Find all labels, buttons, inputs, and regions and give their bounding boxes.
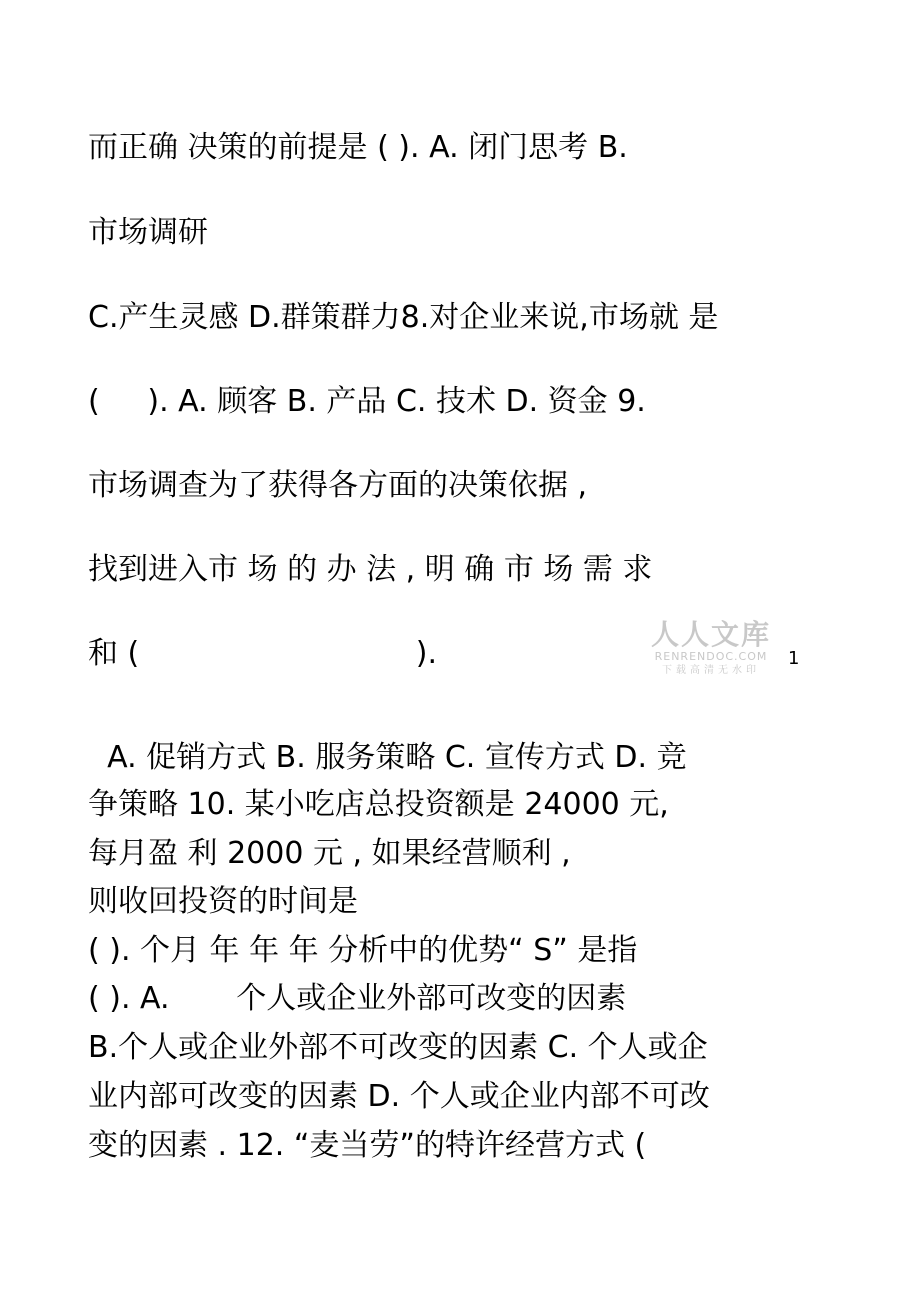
text-line: A. 促销方式 B. 服务策略 C. 宣传方式 D. 竞 [88,740,687,775]
text-line: 争策略 10. 某小吃店总投资额是 24000 元, [88,787,669,822]
watermark-title: 人人文库 [650,618,771,651]
text-line: ( ). A. 顾客 B. 产品 C. 技术 D. 资金 9. [88,384,646,419]
text-line: 和 ( ). [88,636,438,671]
text-line: B.个人或企业外部不可改变的因素 C. 个人或企 [88,1030,708,1065]
text-line: C.产生灵感 D.群策群力8.对企业来说,市场就 是 [88,300,719,335]
watermark-site: RENRENDOC.COM [654,650,768,663]
text-line: 市场调研 [88,215,208,250]
watermark-logo [646,620,776,678]
text-line: 市场调查为了获得各方面的决策依据 , [88,468,588,503]
watermark-tagline: 下载高清无水印 [662,665,760,676]
text-line: 则收回投资的时间是 [88,884,358,919]
text-line: 业内部可改变的因素 D. 个人或企业内部不可改 [88,1079,710,1114]
text-line: 变的因素 . 12. “麦当劳”的特许经营方式 ( [88,1128,647,1163]
page-number: 1 [788,648,800,669]
text-line: 每月盈 利 2000 元 , 如果经营顺利 , [88,836,571,871]
text-line: ( ). 个月 年 年 年 分析中的优势“ S” 是指 [88,933,638,968]
text-line: ( ). A. 个人或企业外部可改变的因素 [88,981,627,1016]
text-line: 而正确 决策的前提是 ( ). A. 闭门思考 B. [88,130,628,165]
text-line: 找到进入市 场 的 办 法 , 明 确 市 场 需 求 [88,552,653,587]
